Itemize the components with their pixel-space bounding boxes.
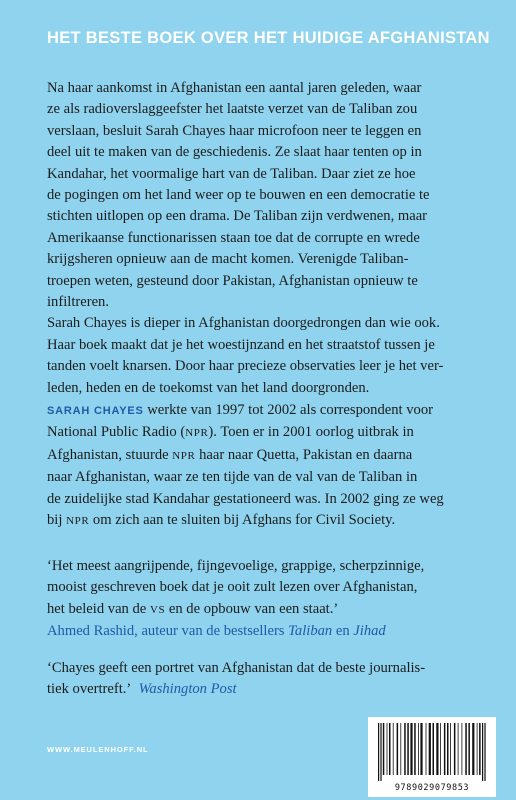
barcode-bar <box>465 723 467 775</box>
book-title: Jihad <box>353 623 386 640</box>
text-line <box>47 445 487 467</box>
barcode-bar <box>472 723 474 775</box>
barcode-bar <box>420 723 422 775</box>
text-line: Sarah Chayes is dieper in Afghanistan doorgedrongen dan wie ook. <box>47 315 440 332</box>
barcode-bar <box>479 723 481 775</box>
barcode-bar <box>426 723 427 775</box>
text-line: Na haar aankomst in Afghanistan een aantal jaren geleden, waar <box>47 80 422 96</box>
quote-line: ‘Het meest aangrijpende, fijngevoelige, grappige, scherpzinnige, <box>47 558 425 574</box>
text-fragment: werkte van 1997 tot 2002 als correspondent voor <box>143 402 433 418</box>
barcode-bar <box>387 723 388 775</box>
barcode-bar <box>440 723 441 775</box>
npr-abbrev: NPR <box>66 515 90 528</box>
text-line: deel uit te maken van de geschiedenis. Ze slaat haar tenten op in <box>47 144 422 161</box>
barcode-bar <box>433 723 435 775</box>
text-line <box>47 510 487 532</box>
text-line: de zuidelijke stad Kandahar gestationeerd was. In 2002 ging ze weg <box>47 490 444 507</box>
barcode-bar <box>393 723 394 775</box>
review-quote-washington-post <box>47 658 487 701</box>
text-line: de pogingen om het land weer op te bouwen en een democratie te <box>47 187 430 204</box>
text-line: verslaan, besluit Sarah Chayes haar microfoon neer te leggen en <box>47 122 422 139</box>
npr-abbrev: NPR <box>185 427 209 440</box>
barcode-bar <box>462 723 463 775</box>
barcode-bar <box>404 723 406 775</box>
quote-line: mooist geschreven boek dat je ooit zult lezen over Afghanistan, <box>47 579 418 596</box>
barcode-bar <box>429 723 431 775</box>
book-title: Taliban <box>288 623 333 640</box>
text-line: Haar boek maakt dat je het woestijnzand en het straatstof tussen je <box>47 336 435 353</box>
text-line: leden, heden en de toekomst van het land doorgronden. <box>47 379 370 396</box>
text-line: naar Afghanistan, waar ze ten tijde van de val van de Taliban in <box>47 469 418 486</box>
text-line: stichten uitlopen op een drama. De Taliban zijn verdwenen, maar <box>47 208 428 225</box>
barcode-bar <box>400 723 401 775</box>
npr-abbrev: NPR <box>172 449 196 462</box>
text-fragment: tiek overtreft.’ <box>47 681 132 698</box>
barcode-bar <box>436 723 438 775</box>
text-line <box>47 422 487 444</box>
page-title: HET BESTE BOEK OVER HET HUIDIGE AFGHANISTAN <box>47 29 490 47</box>
quote-line: ‘Chayes geeft een portret van Afghanistan dat de beste journalis- <box>47 660 426 676</box>
quote-line <box>47 679 487 700</box>
text-line: troepen weten, gesteund door Pakistan, Afghanistan opnieuw te <box>47 272 418 289</box>
barcode-bar <box>383 723 385 775</box>
author-bio <box>47 400 487 532</box>
review-quote-rashid <box>47 556 487 643</box>
author-name: SARAH CHAYES <box>47 405 144 417</box>
text-fragment: bij <box>47 512 67 529</box>
text-fragment: National Public Radio ( <box>47 424 186 441</box>
barcode-bar <box>407 723 409 775</box>
barcode-bar <box>389 723 391 775</box>
vs-abbrev: VS <box>149 603 166 616</box>
barcode-bar <box>410 723 412 775</box>
text-fragment: haar naar Quetta, Pakistan en daarna <box>195 446 413 463</box>
quote-line <box>47 599 487 621</box>
text-fragment: en <box>332 623 354 640</box>
barcode-bar <box>380 723 381 781</box>
barcode-bar <box>414 723 416 775</box>
text-line: krijgsheren opnieuw aan de macht komen. Verenigde Taliban- <box>47 251 409 268</box>
text-fragment: Afghanistan, stuurde <box>47 446 173 463</box>
barcode-bar <box>484 723 485 781</box>
text-fragment: Ahmed Rashid, auteur van de bestsellers <box>47 623 289 640</box>
text-fragment: en de opbouw van een staat.’ <box>165 600 339 617</box>
text-line <box>47 400 487 422</box>
publisher-website: WWW.MEULENHOFF.NL <box>47 745 149 754</box>
text-line: Amerikaanse functionarissen staan toe dat de corrupte en wrede <box>47 229 420 246</box>
description-paragraph <box>47 78 487 399</box>
barcode-bar <box>397 723 399 775</box>
barcode-bar <box>477 723 478 775</box>
text-fragment: om zich aan te sluiten bij Afghans for Civil Society. <box>89 512 396 529</box>
barcode-bar <box>468 723 470 775</box>
text-line: ze als radioverslaggeefster het laatste verzet van de Taliban zou <box>47 101 418 118</box>
barcode-bar <box>458 723 459 775</box>
text-fragment: ). Toen er in 2001 oorlog uitbrak in <box>208 424 414 441</box>
barcode-bar <box>450 723 451 775</box>
isbn-number: 9789029079853 <box>394 783 470 793</box>
barcode-bar <box>454 723 456 775</box>
barcode-bar <box>378 723 379 781</box>
text-fragment: het beleid van de <box>47 600 150 617</box>
quote-attribution <box>47 621 487 642</box>
text-line: Kandahar, het voormalige hart van de Taliban. Daar ziet ze hoe <box>47 165 416 182</box>
barcode-bar <box>444 723 446 775</box>
barcode-bar <box>418 723 419 775</box>
barcode-bar <box>447 723 449 775</box>
text-line: infiltreren. <box>47 294 109 311</box>
quote-source: Washington Post <box>138 681 237 698</box>
isbn-barcode <box>368 717 496 797</box>
barcode-bar <box>482 723 483 781</box>
barcode-icon <box>376 723 488 781</box>
text-line: tanden voelt knarsen. Door haar precieze observaties leer je het ver- <box>47 358 444 375</box>
